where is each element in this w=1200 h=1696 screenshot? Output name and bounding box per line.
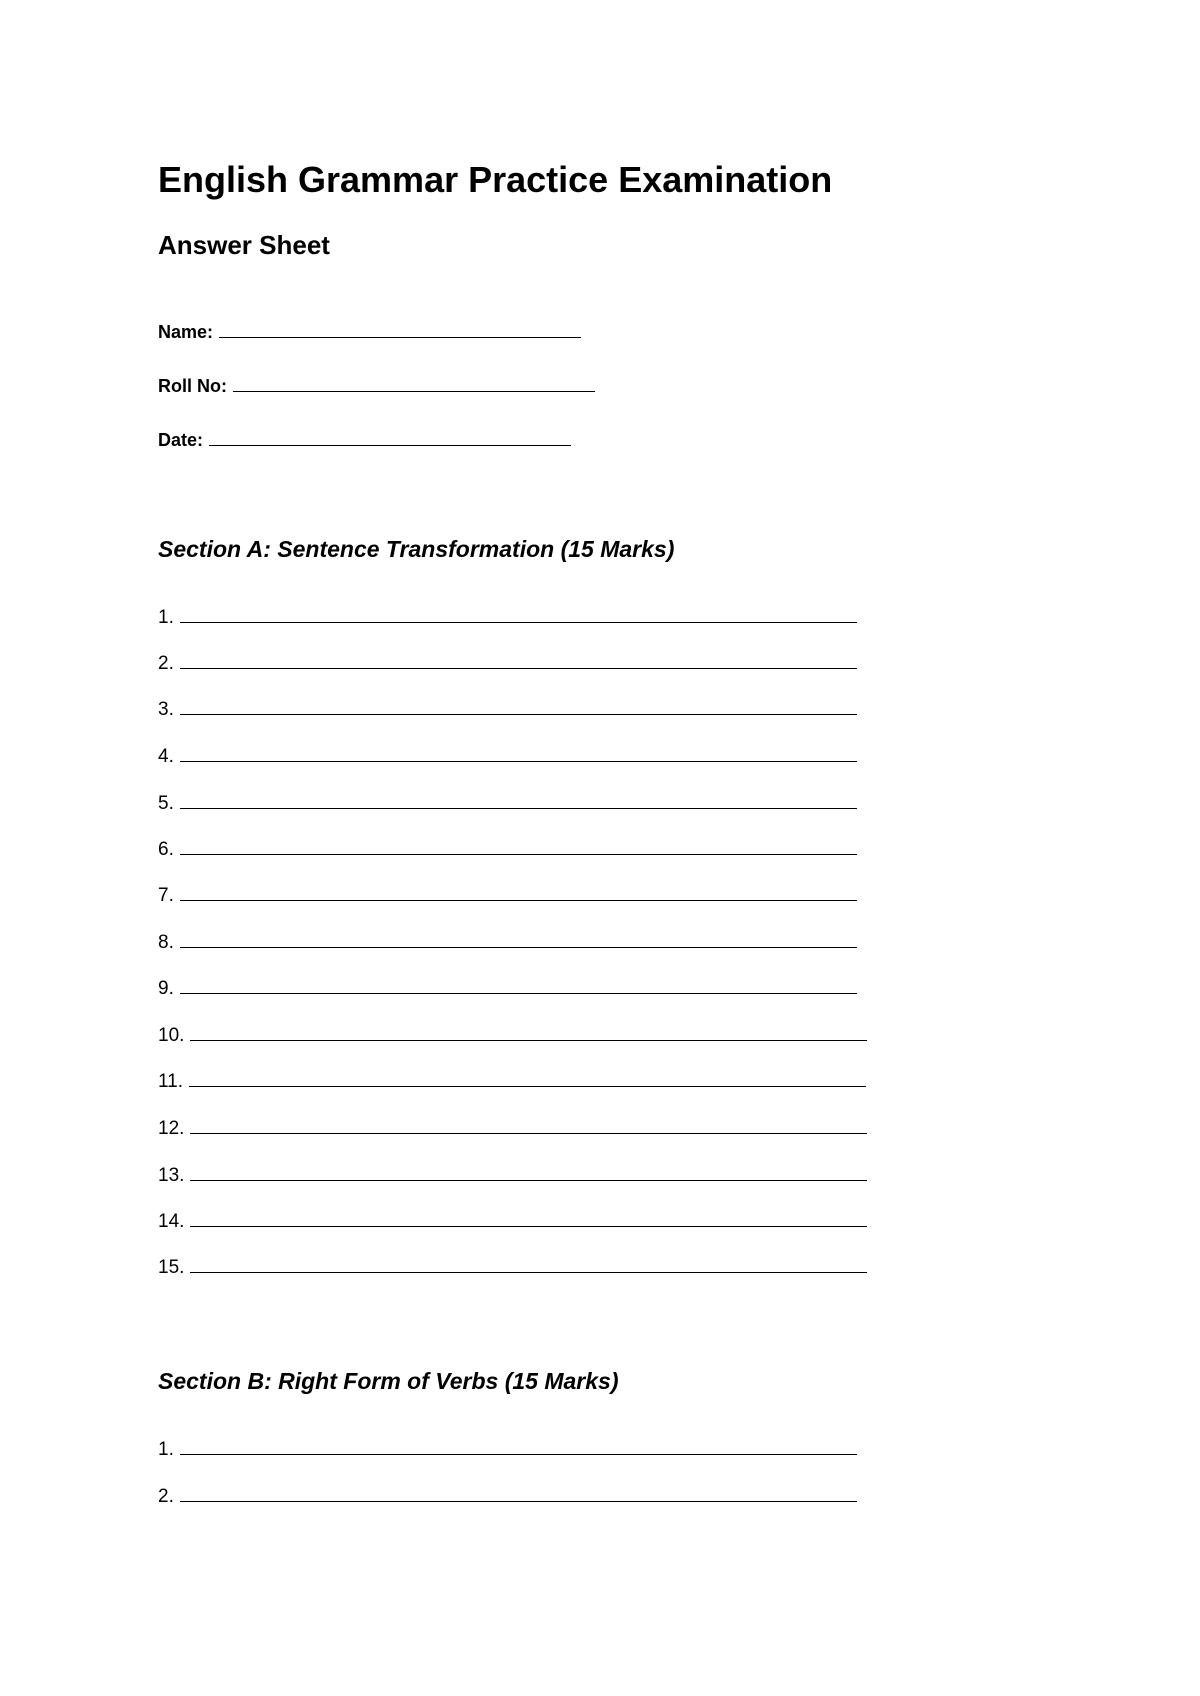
answer-number: 8. xyxy=(158,932,174,953)
date-blank-line xyxy=(209,427,571,446)
section-a-heading: Section A: Sentence Transformation (15 Marks) xyxy=(158,536,675,562)
answer-blank-line xyxy=(180,929,857,948)
section-b-heading: Section B: Right Form of Verbs (15 Marks) xyxy=(158,1368,619,1394)
section-a-answer-line xyxy=(158,929,857,955)
section-a-answer-line xyxy=(158,604,857,630)
answer-blank-line xyxy=(180,882,857,901)
answer-number: 9. xyxy=(158,978,174,999)
date-field xyxy=(158,427,571,452)
date-label: Date: xyxy=(158,430,204,450)
answer-blank-line xyxy=(180,604,857,623)
answer-number: 1. xyxy=(158,607,174,628)
answer-blank-line xyxy=(180,650,857,669)
answer-blank-line xyxy=(180,975,857,994)
answer-blank-line xyxy=(190,1022,867,1041)
name-blank-line xyxy=(219,319,581,338)
answer-blank-line xyxy=(180,1436,857,1455)
answer-number: 4. xyxy=(158,746,174,767)
answer-number: 12. xyxy=(158,1118,185,1139)
roll-number-blank-line xyxy=(233,373,595,392)
answer-number: 10. xyxy=(158,1025,185,1046)
answer-number: 14. xyxy=(158,1211,185,1232)
document-subtitle: Answer Sheet xyxy=(158,230,330,260)
answer-blank-line xyxy=(190,1208,867,1227)
answer-number: 13. xyxy=(158,1165,185,1186)
section-a-answer-line xyxy=(158,696,857,722)
answer-number: 3. xyxy=(158,699,174,720)
section-a-answer-line xyxy=(158,975,857,1001)
name-field xyxy=(158,319,581,344)
answer-number: 7. xyxy=(158,885,174,906)
answer-number: 2. xyxy=(158,653,174,674)
answer-blank-line xyxy=(180,836,857,855)
section-a-answer-line xyxy=(158,1208,867,1234)
roll-number-field xyxy=(158,373,595,398)
answer-number: 6. xyxy=(158,839,174,860)
section-a-answer-line xyxy=(158,743,857,769)
section-b-answer-line xyxy=(158,1436,857,1462)
document-title: English Grammar Practice Examination xyxy=(158,159,833,200)
answer-blank-line xyxy=(190,1115,867,1134)
section-a-answer-line xyxy=(158,1162,867,1188)
section-a-answer-line xyxy=(158,1022,867,1048)
answer-blank-line xyxy=(180,1483,857,1502)
section-b-answer-line xyxy=(158,1483,857,1509)
section-a-answer-line xyxy=(158,790,857,816)
answer-number: 11. xyxy=(158,1071,184,1092)
roll-number-label: Roll No: xyxy=(158,376,227,396)
answer-blank-line xyxy=(180,790,857,809)
section-a-answer-line xyxy=(158,1254,867,1280)
answer-number: 5. xyxy=(158,793,174,814)
name-label: Name: xyxy=(158,322,214,342)
answer-blank-line xyxy=(189,1068,866,1087)
answer-blank-line xyxy=(180,743,857,762)
section-a-answer-line xyxy=(158,836,857,862)
section-a-answer-line xyxy=(158,882,857,908)
answer-number: 1. xyxy=(158,1439,174,1460)
answer-number: 2. xyxy=(158,1486,174,1507)
section-a-answer-line xyxy=(158,1115,867,1141)
section-a-answer-line xyxy=(158,1068,866,1094)
answer-number: 15. xyxy=(158,1257,185,1278)
answer-blank-line xyxy=(190,1254,867,1273)
answer-blank-line xyxy=(180,696,857,715)
answer-blank-line xyxy=(190,1162,867,1181)
section-a-answer-line xyxy=(158,650,857,676)
